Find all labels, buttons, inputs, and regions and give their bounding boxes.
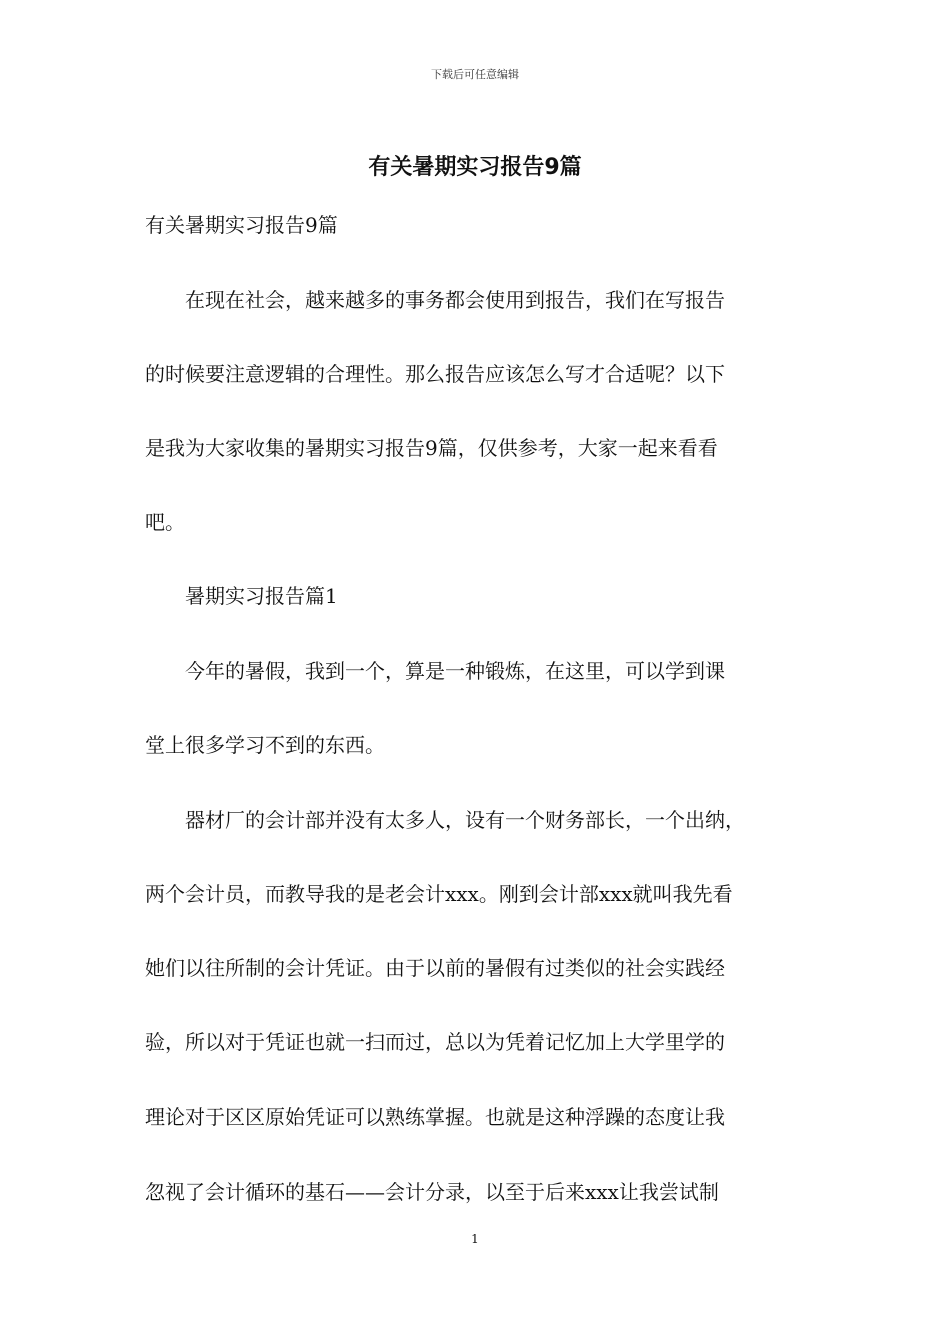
paragraph-line: 忽视了会计循环的基石——会计分录，以至于后来xxx让我尝试制 [145,1180,719,1204]
paragraph-line: 的时候要注意逻辑的合理性。那么报告应该怎么写才合适呢？以下 [145,362,725,386]
paragraph-line: 器材厂的会计部并没有太多人，设有一个财务部长，一个出纳， [145,808,745,832]
paragraph-line: 吧。 [145,510,185,534]
paragraph-line: 是我为大家收集的暑期实习报告9篇，仅供参考，大家一起来看看 [145,436,718,460]
paragraph-line: 两个会计员，而教导我的是老会计xxx。刚到会计部xxx就叫我先看 [145,882,733,906]
document-title: 有关暑期实习报告9篇 [368,155,582,180]
paragraph-line: 堂上很多学习不到的东西。 [145,733,385,757]
page-number: 1 [471,1232,479,1246]
paragraph-line: 今年的暑假，我到一个，算是一种锻炼，在这里，可以学到课 [145,659,725,683]
header-note: 下载后可任意编辑 [431,68,519,81]
paragraph-line: 她们以往所制的会计凭证。由于以前的暑假有过类似的社会实践经 [145,956,725,980]
paragraph-line: 验，所以对于凭证也就一扫而过，总以为凭着记忆加上大学里学的 [145,1030,725,1054]
paragraph-line: 理论对于区区原始凭证可以熟练掌握。也就是这种浮躁的态度让我 [145,1105,725,1129]
document-subtitle-line: 有关暑期实习报告9篇 [145,213,338,237]
paragraph-line: 在现在社会，越来越多的事务都会使用到报告，我们在写报告 [145,288,725,312]
section-heading: 暑期实习报告篇1 [145,584,338,608]
